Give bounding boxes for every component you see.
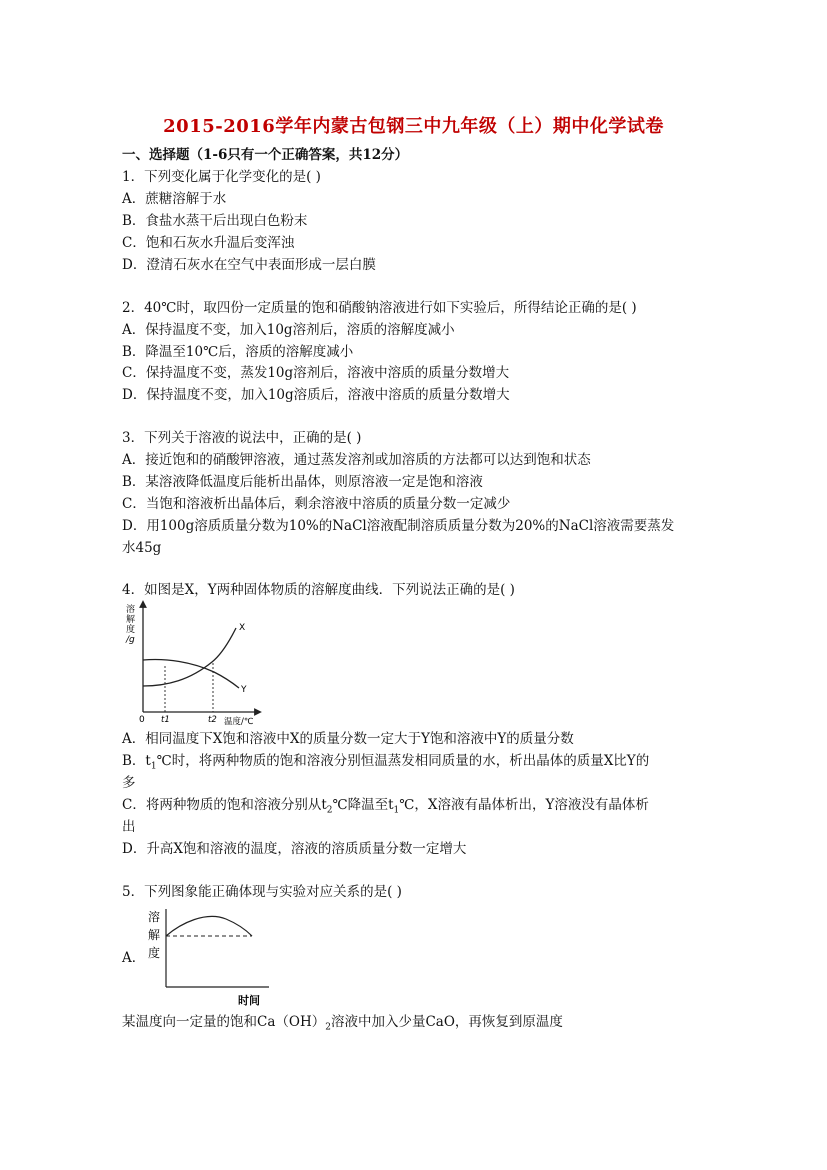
question-3-stem: 3．下列关于溶液的说法中，正确的是( ) [122,430,362,446]
question-4-stem: 4．如图是X，Y两种固体物质的溶解度曲线．下列说法正确的是( ) [122,582,515,598]
option-c-mid: ℃降温至t [332,797,394,813]
exam-title: 2015-2016学年内蒙古包钢三中九年级（上）期中化学试卷 [163,116,664,137]
question-1-option-d: D．澄清石灰水在空气中表面形成一层白膜 [122,257,376,273]
question-1-option-c: C．饱和石灰水升温后变浑浊 [122,235,295,251]
question-4-option-a: A．相同温度下X饱和溶液中X的质量分数一定大于Y饱和溶液中Y的质量分数 [122,731,574,747]
y-axis-label-2: 解 [126,615,136,625]
question-4-option-d: D．升高X饱和溶液的温度，溶液的溶质质量分数一定增大 [122,841,467,857]
question-2-stem: 2．40℃时，取四份一定质量的饱和硝酸钠溶液进行如下实验后，所得结论正确的是( ) [122,300,637,316]
y-axis-label-2: 解 [148,928,161,942]
y-axis-label-4: /g [126,635,135,645]
question-1-option-b: B．食盐水蒸干后出现白色粉末 [122,213,308,229]
option-b-prefix: B．t [122,753,151,769]
question-4-option-b-cont: 多 [122,775,136,791]
question-4-option-c [122,795,649,821]
t2-label: t2 [208,715,217,725]
y-axis-label-1: 溶 [126,605,136,615]
section-heading: 一、选择题（1-6只有一个正确答案，共12分） [122,147,409,163]
question-4-option-b [122,751,649,777]
t1-label: t1 [161,715,170,725]
question-3-option-c: C．当饱和溶液析出晶体后，剩余溶液中溶质的质量分数一定减少 [122,496,511,512]
caption-prefix: 某温度向一定量的饱和Ca（OH） [122,1014,326,1030]
question-2-option-d: D．保持温度不变，加入10g溶质后，溶液中溶质的质量分数增大 [122,387,510,403]
question-5-option-a-caption [122,1012,563,1038]
subscript-1b: 1 [393,805,400,816]
question-3-option-a: A．接近饱和的硝酸钾溶液，通过蒸发溶剂或加溶质的方法都可以达到饱和状态 [122,452,591,468]
question-3-option-d-cont: 水45g [122,540,162,556]
caption-subscript: 2 [325,1022,331,1033]
solubility-time-figure [146,905,271,1007]
subscript-1: 1 [150,761,157,772]
question-5-option-a-label: A． [122,950,146,966]
solubility-curve-figure [122,600,262,726]
question-2-option-c: C．保持温度不变，蒸发10g溶剂后，溶液中溶质的质量分数增大 [122,365,510,381]
option-c-text: ℃，X溶液有晶体析出，Y溶液没有晶体析 [399,797,649,813]
option-b-text: ℃时，将两种物质的饱和溶液分别恒温蒸发相同质量的水，析出晶体的质量X比Y的 [156,753,650,769]
x-axis-label: 时间 [238,994,260,1007]
curve-x-label: X [239,623,246,633]
x-axis-label: 温度/℃ [224,717,254,726]
question-5-stem: 5．下列图象能正确体现与实验对应关系的是( ) [122,884,402,900]
curve-y-label: Y [241,685,247,695]
curve-x [143,628,236,686]
question-3-option-b: B．某溶液降低温度后能析出晶体，则原溶液一定是饱和溶液 [122,474,483,490]
y-axis-label-3: 度 [148,946,161,960]
curve-y [143,660,239,689]
question-3-option-d: D．用100g溶质质量分数为10%的NaCl溶液配制溶质质量分数为20%的NaCl溶液需要蒸发 [122,518,675,534]
caption-text: 溶液中加入少量CaO，再恢复到原温度 [330,1014,563,1030]
y-axis-label-1: 溶 [148,910,161,924]
solubility-curve [166,916,252,936]
origin-label: 0 [139,715,145,725]
subscript-2: 2 [326,805,333,816]
question-2-option-a: A．保持温度不变，加入10g溶剂后，溶质的溶解度减小 [122,322,455,338]
y-axis-label-3: 度 [126,625,136,635]
option-c-prefix: C．将两种物质的饱和溶液分别从t [122,797,327,813]
question-1-option-a: A．蔗糖溶解于水 [122,191,227,207]
question-1-stem: 1．下列变化属于化学变化的是( ) [122,169,321,185]
question-2-option-b: B．降温至10℃后，溶质的溶解度减小 [122,344,354,360]
question-4-option-c-cont: 出 [122,819,136,835]
